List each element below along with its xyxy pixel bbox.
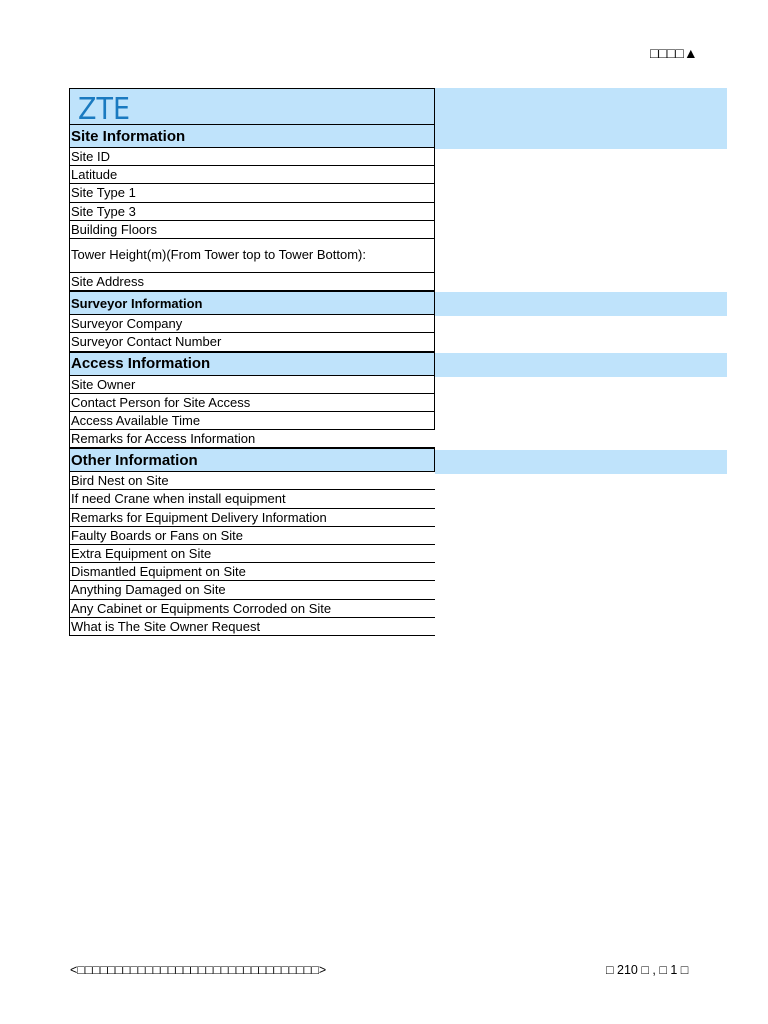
band-logo [435, 88, 727, 149]
row-dismantled-equipment: Dismantled Equipment on Site [69, 563, 435, 581]
row-latitude: Latitude [69, 166, 435, 184]
row-site-id: Site ID [69, 148, 435, 166]
row-cabinet-corroded: Any Cabinet or Equipments Corroded on Site [69, 600, 435, 618]
section-other-information: Other Information [69, 448, 435, 472]
logo-row [69, 88, 435, 124]
row-access-available-time: Access Available Time [69, 412, 435, 430]
survey-sheet [69, 88, 435, 636]
row-surveyor-contact-number: Surveyor Contact Number [69, 333, 435, 351]
row-contact-person: Contact Person for Site Access [69, 394, 435, 412]
band-access [435, 353, 727, 377]
footer-document-name: <□□□□□□□□□□□□□□□□□□□□□□□□□□□□□□□□> [70, 963, 327, 977]
row-crane: If need Crane when install equipment [69, 490, 435, 508]
row-surveyor-company: Surveyor Company [69, 315, 435, 333]
row-remarks-access: Remarks for Access Information [69, 430, 435, 448]
row-bird-nest: Bird Nest on Site [69, 472, 435, 490]
section-access-information: Access Information [69, 352, 435, 376]
band-surveyor [435, 292, 727, 316]
row-faulty-boards: Faulty Boards or Fans on Site [69, 527, 435, 545]
row-site-address: Site Address [69, 273, 435, 291]
row-site-type-3: Site Type 3 [69, 203, 435, 221]
footer-page-number: □ 210 □ , □ 1 □ [606, 963, 689, 977]
band-other [435, 450, 727, 474]
row-site-owner: Site Owner [69, 376, 435, 394]
zte-logo [78, 92, 132, 122]
section-surveyor-information: Surveyor Information [69, 291, 435, 315]
section-site-information: Site Information [69, 124, 435, 148]
row-building-floors: Building Floors [69, 221, 435, 239]
row-extra-equipment: Extra Equipment on Site [69, 545, 435, 563]
row-anything-damaged: Anything Damaged on Site [69, 581, 435, 599]
row-site-type-1: Site Type 1 [69, 184, 435, 202]
row-tower-height: Tower Height(m)(From Tower top to Tower Bottom): [69, 239, 435, 273]
row-owner-request: What is The Site Owner Request [69, 618, 435, 636]
row-remarks-delivery: Remarks for Equipment Delivery Information [69, 509, 435, 527]
svg-text:ZTE: ZTE [78, 92, 130, 122]
header-mark: □□□□▲ [650, 45, 698, 61]
